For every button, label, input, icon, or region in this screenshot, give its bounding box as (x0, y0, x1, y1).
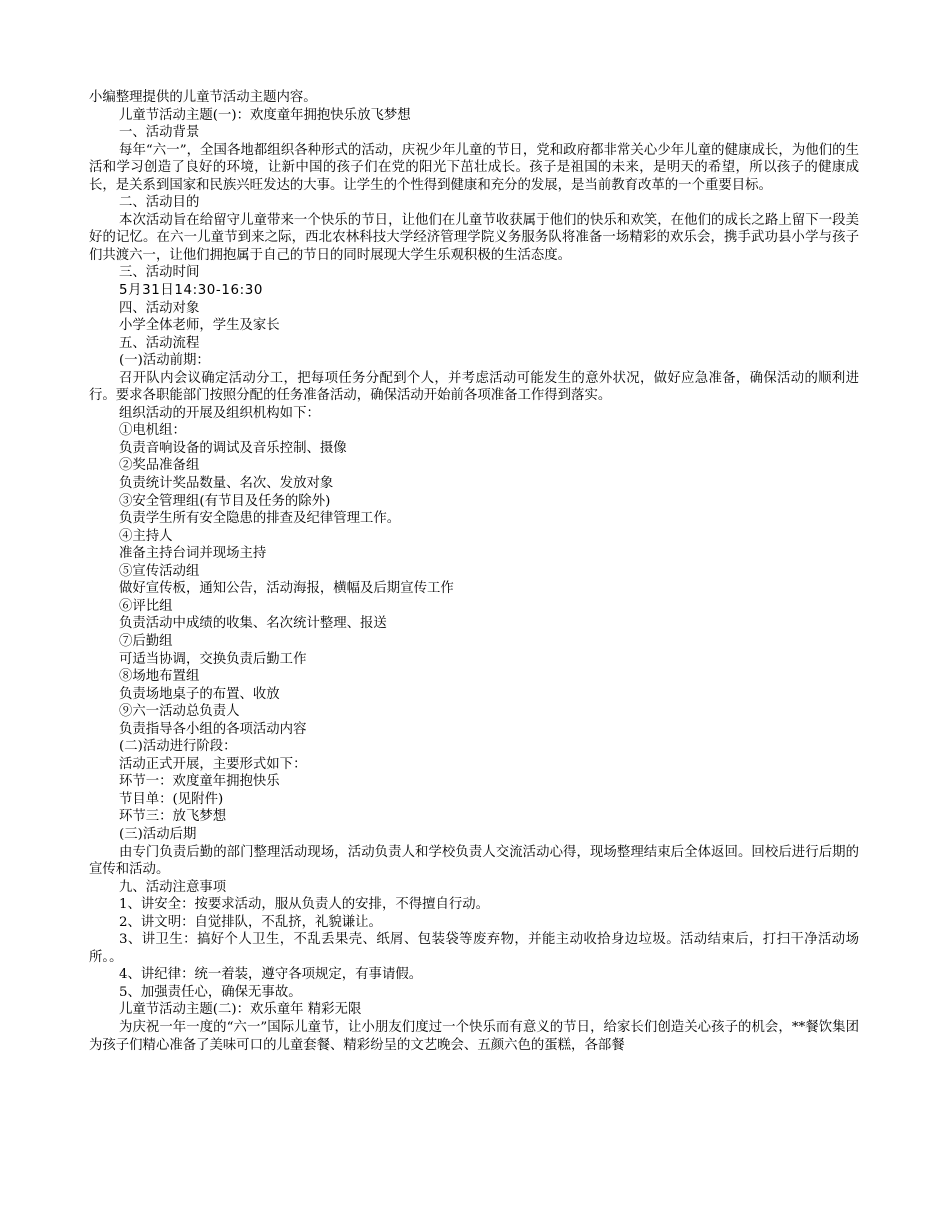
paragraph: 5月31日14:30-16:30 (119, 283, 263, 299)
paragraph: ⑦后勤组 (119, 633, 173, 649)
paragraph: 五、活动流程 (119, 335, 200, 351)
paragraph: ③安全管理组(有节目及任务的除外) (119, 493, 331, 509)
paragraph: 准备主持台词并现场主持 (119, 546, 267, 562)
paragraph: 2、讲文明：自觉排队，不乱挤，礼貌谦让。 (119, 914, 382, 930)
paragraph: 一、活动背景 (119, 125, 200, 141)
paragraph: (一)活动前期： (119, 353, 210, 369)
paragraph: ⑧场地布置组 (119, 669, 200, 685)
paragraph: 儿童节活动主题(二)：欢乐童年 精彩无限 (119, 1002, 362, 1018)
paragraph: ①电机组： (119, 423, 186, 439)
paragraph: 每年“六一”，全国各地都组织各种形式的活动，庆祝少年儿童的节日，党和政府都非常关心少年儿童的健康成长，为他们的生活和学习创造了良好的环境，让新中国的孩子们在党的阳光下茁壮成长。孩子是祖国的未来，是明天的希望，所以孩子的健康成长，是关系到国家和民族兴旺发达的大事。让学生的个性得到健康和充分的发展，是当前教育改革的一个重要目标。 (89, 142, 859, 193)
paragraph: 本次活动旨在给留守儿童带来一个快乐的节日，让他们在儿童节收获属于他们的快乐和欢笑，在他们的成长之路上留下一段美好的记忆。在六一儿童节到来之际，西北农林科技大学经济管理学院义务服务队将准备一场精彩的欢乐会，携手武功县小学与孩子们共渡六一，让他们拥抱属于自己的节日的同时展现大学生乐观积极的生活态度。 (89, 212, 859, 263)
paragraph: 可适当协调，交换负责后勤工作 (119, 651, 307, 667)
paragraph: 四、活动对象 (119, 300, 200, 316)
paragraph: 负责音响设备的调试及音乐控制、摄像 (119, 440, 347, 456)
paragraph: (二)活动进行阶段： (119, 739, 237, 755)
paragraph: 三、活动时间 (119, 265, 200, 281)
paragraph: 做好宣传板，通知公告，活动海报，横幅及后期宣传工作 (119, 581, 454, 597)
paragraph: 为庆祝一年一度的“六一”国际儿童节，让小朋友们度过一个快乐而有意义的节日，给家长们创造关心孩子的机会，**餐饮集团为孩子们精心准备了美味可口的儿童套餐、精彩纷呈的文艺晚会、五颜六色的蛋糕，各部餐 (89, 1019, 859, 1053)
paragraph: 1、讲安全：按要求活动，服从负责人的安排，不得擅自行动。 (119, 897, 490, 913)
paragraph: 负责统计奖品数量、名次、发放对象 (119, 476, 334, 492)
paragraph: 九、活动注意事项 (119, 879, 227, 895)
paragraph: 召开队内会议确定活动分工，把每项任务分配到个人，并考虑活动可能发生的意外状况，做好应急准备，确保活动的顺利进行。要求各职能部门按照分配的任务准备活动，确保活动开始前各项准备工作得到落实。 (89, 370, 859, 404)
paragraph: ⑤宣传活动组 (119, 563, 200, 579)
paragraph: 环节三：放飞梦想 (119, 809, 227, 825)
paragraph: 小学全体老师，学生及家长 (119, 318, 280, 334)
paragraph: ⑨六一活动总负责人 (119, 704, 240, 720)
paragraph: ②奖品准备组 (119, 458, 200, 474)
paragraph: 二、活动目的 (119, 195, 200, 211)
paragraph: 活动正式开展，主要形式如下： (119, 756, 307, 772)
paragraph: 负责活动中成绩的收集、名次统计整理、报送 (119, 616, 387, 632)
paragraph: 3、讲卫生：搞好个人卫生，不乱丢果壳、纸屑、包装袋等废弃物，并能主动收拾身边垃圾。活动结束后，打扫干净活动场所。。 (89, 932, 859, 965)
paragraph: 负责学生所有安全隐患的排查及纪律管理工作。 (119, 511, 401, 527)
paragraph: 小编整理提供的儿童节活动主题内容。 (89, 90, 317, 105)
paragraph: 由专门负责后勤的部门整理活动现场，活动负责人和学校负责人交流活动心得，现场整理结束后全体返回。回校后进行后期的宣传和活动。 (89, 844, 859, 878)
paragraph: 儿童节活动主题(一)：欢度童年拥抱快乐放飞梦想 (119, 107, 411, 123)
paragraph: 5、加强责任心，确保无事故。 (119, 984, 302, 1000)
paragraph: 负责场地桌子的布置、收放 (119, 686, 280, 702)
paragraph: (三)活动后期 (119, 826, 197, 842)
paragraph: 组织活动的开展及组织机构如下： (119, 405, 320, 421)
paragraph: 负责指导各小组的各项活动内容 (119, 721, 307, 737)
document-body (89, 89, 859, 1054)
paragraph: ⑥评比组 (119, 598, 173, 614)
paragraph: 环节一：欢度童年拥抱快乐 (119, 774, 280, 790)
paragraph: ④主持人 (119, 528, 173, 544)
paragraph: 4、讲纪律：统一着装，遵守各项规定，有事请假。 (119, 967, 423, 983)
paragraph: 节目单：(见附件) (119, 791, 224, 807)
